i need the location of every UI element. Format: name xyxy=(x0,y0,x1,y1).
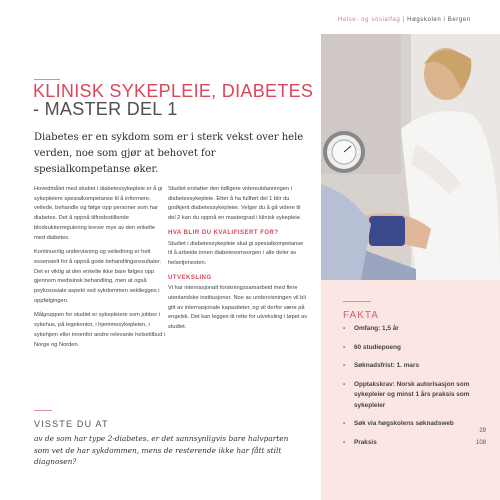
col2-paragraph-1: Studiet erstatter den tidligere videreutdanningen i diabetessykepleie. Etter å ha fullført del 1 blir du godkjent diabetessykepleier. Velger du å gå videre til del 2 kan du oppnå en mastergrad i klinisk sykepleie. xyxy=(168,186,302,222)
title-line-2: - MASTER DEL 1 xyxy=(33,99,178,119)
col1-paragraph-2: Kontinuerlig undervisning og veiledning er helt essensielt for å oppnå gode behandlingsresultater. Det er viktig at den enkelte ikke bare følges opp gjennom medisinsk behandling, men at også psykososiale aspekt ved sykdommen vektlegges i oppfølgingen. xyxy=(34,249,162,304)
page-number-a: 29 xyxy=(479,428,486,434)
fakta-rule xyxy=(343,301,371,302)
header-institution: Høgskolen i Bergen xyxy=(407,17,471,23)
fakta-title: FAKTA xyxy=(343,310,379,321)
header-department: Helse- og sosialfag xyxy=(338,17,401,23)
lead-paragraph: Diabetes er en sykdom som er i sterk vekst over hele verden, noe som gjør at behovet for spesialkompetanse øker. xyxy=(34,132,304,175)
page-number-b: 108 xyxy=(475,440,486,446)
header-separator: | xyxy=(402,17,405,23)
visste-rule xyxy=(34,410,52,411)
col2-paragraph-2: Studiet i diabetessykepleie skal gi spesialkompetanse til å arbeide innen diabetesomsorgen i alle deler av helsetjenesten. xyxy=(168,240,304,266)
col2-paragraph-3: Vi har internasjonalt forskningssamarbeid med flere utenlandske institusjoner. Noe av undervisningen vil bli gitt av internasjonale kapasiteter, og vil derfor være på engelsk. Det kan legges til rette for utveksling i løpet av studiet. xyxy=(168,285,308,331)
fakta-list xyxy=(343,324,495,456)
col1-paragraph-3: Målgruppen for studiet er sykepleiere som jobber i sykehus, på legekontor, i hjemmesykepleien, i sykehjem eller innenfor andre relevante helsetilbud i Norge og Norden. xyxy=(34,312,166,348)
bullet-icon: • xyxy=(343,343,346,351)
bullet-icon: • xyxy=(343,362,346,369)
running-header xyxy=(338,17,488,23)
visste-title: VISSTE DU AT xyxy=(34,419,109,429)
col2-heading-qualification: HVA BLIR DU KVALIFISERT FOR? xyxy=(168,229,279,236)
body-column-2 xyxy=(168,185,308,338)
col1-paragraph-1: Hovedmålet med studiet i diabetessykepleie er å gi sykepleiere spesialkompetanse til å informere, veilede, behandle og følge opp personer som har diabetes. Det å oppnå tilfredsstillende blodsukkerregulering krever mye av den enkelte med diabetes. xyxy=(34,186,163,241)
visste-text: av de som har type 2-diabetes, er det sannsynligvis bare halvparten som vet de har sykdommen, mens de resterende ikke har fått stilt diagnosen? xyxy=(34,434,289,466)
fakta-item: • 60 studiepoeng xyxy=(343,343,495,354)
nurse-patient-photo xyxy=(321,34,500,280)
page-title xyxy=(33,82,313,118)
fakta-item: • Søknadsfrist: 1. mars xyxy=(343,361,495,372)
bullet-icon: • xyxy=(343,438,346,446)
title-rule xyxy=(34,79,60,80)
body-column-1 xyxy=(34,185,166,355)
bullet-icon: • xyxy=(343,325,346,332)
fakta-item: • Omfang: 1,5 år xyxy=(343,324,495,335)
title-line-1: KLINISK SYKEPLEIE, DIABETES xyxy=(33,81,314,101)
bullet-icon: • xyxy=(343,380,346,388)
fakta-item: • Søk via høgskolens søknadsweb xyxy=(343,419,495,430)
fakta-item: • Praksis xyxy=(343,438,495,449)
col2-heading-exchange: UTVEKSLING xyxy=(168,274,212,281)
fakta-sidebar xyxy=(321,280,500,500)
fakta-item: • Opptakskrav: Norsk autorisasjon som sykepleier og minst 1 års praksis som sykepleier xyxy=(343,380,470,409)
bullet-icon: • xyxy=(343,420,346,427)
